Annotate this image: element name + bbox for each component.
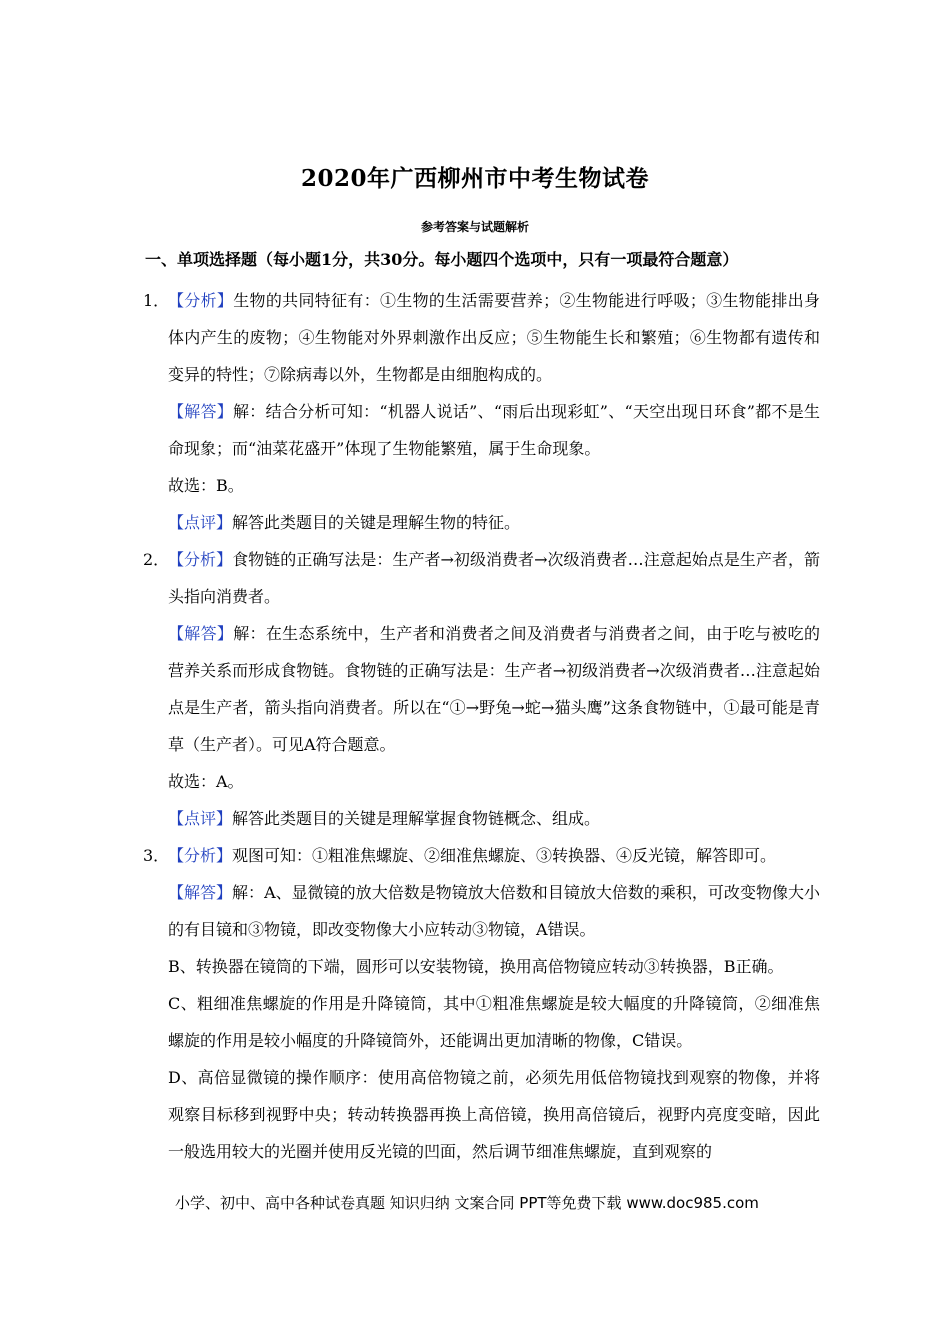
choice-line: 故选：A。: [168, 772, 244, 791]
answer-text: 解：A、显微镜的放大倍数是物镜放大倍数和目镜放大倍数的乘积，可改变物像大小的有目镜和③物镜，即改变物像大小应转动③物镜，A错误。: [168, 883, 820, 939]
answer-paragraph: [130, 393, 820, 467]
answer-tag: 【解答】: [168, 624, 234, 643]
question-number: 1．: [143, 291, 170, 310]
comment-text: 解答此类题目的关键是理解掌握食物链概念、组成。: [232, 809, 601, 828]
question-number: 3．: [143, 846, 170, 865]
comment-text: 解答此类题目的关键是理解生物的特征。: [232, 513, 521, 532]
answer-paragraph: [130, 874, 820, 948]
answer-text: 解：结合分析可知：“机器人说话”、“雨后出现彩虹”、“天空出现日环食”都不是生命现象；而“油菜花盛开”体现了生物能繁殖，属于生命现象。: [168, 402, 820, 458]
page-title: 2020年广西柳州市中考生物试卷: [300, 165, 649, 192]
option-d-paragraph: D、高倍显微镜的操作顺序：使用高倍物镜之前，必须先用低倍物镜找到观察的物像，并将观察目标移到视野中央；转动转换器再换上高倍镜，换用高倍镜后，视野内亮度变暗，因此一般选用较大的光圈并使用反光镜的凹面，然后调节细准焦螺旋，直到观察的: [168, 1068, 820, 1161]
question-2: [130, 541, 820, 837]
page-subtitle: 参考答案与试题解析: [420, 220, 529, 234]
question-3: [130, 837, 820, 1170]
comment-paragraph: [130, 504, 820, 541]
answer-paragraph: [130, 615, 820, 763]
answer-text: 解：在生态系统中，生产者和消费者之间及消费者与消费者之间，由于吃与被吃的营养关系而形成食物链。食物链的正确写法是：生产者→初级消费者→次级消费者…注意起始点是生产者，箭头指向消费者。所以在“①→野兔→蛇→猫头鹰”这条食物链中，①最可能是青草（生产者）。可见A符合题意。: [168, 624, 820, 754]
answer-tag: 【解答】: [168, 883, 233, 902]
analysis-text: 食物链的正确写法是：生产者→初级消费者→次级消费者…注意起始点是生产者，箭头指向消费者。: [168, 550, 820, 606]
question-number: 2．: [143, 550, 170, 569]
analysis-tag: 【分析】: [168, 291, 234, 310]
option-b-paragraph: B、转换器在镜筒的下端，圆形可以安装物镜，换用高倍物镜应转动③转换器，B正确。: [168, 957, 784, 976]
analysis-paragraph: [130, 837, 820, 874]
answer-tag: 【解答】: [168, 402, 234, 421]
analysis-text: 生物的共同特征有：①生物的生活需要营养；②生物能进行呼吸；③生物能排出身体内产生的废物；④生物能对外界刺激作出反应；⑤生物能生长和繁殖；⑥生物都有遗传和变异的特性；⑦除病毒以外，生物都是由细胞构成的。: [168, 291, 820, 384]
analysis-paragraph: [130, 282, 820, 393]
analysis-text: 观图可知：①粗准焦螺旋、②细准焦螺旋、③转换器、④反光镜，解答即可。: [232, 846, 777, 865]
comment-paragraph: [130, 800, 820, 837]
comment-tag: 【点评】: [168, 809, 233, 828]
section-heading: 一、单项选择题（每小题1分，共30分。每小题四个选项中，只有一项最符合题意）: [145, 250, 739, 269]
option-c-paragraph: C、粗细准焦螺旋的作用是升降镜筒，其中①粗准焦螺旋是较大幅度的升降镜筒，②细准焦螺旋的作用是较小幅度的升降镜筒外，还能调出更加清晰的物像，C错误。: [168, 994, 820, 1050]
analysis-paragraph: [130, 541, 820, 615]
comment-tag: 【点评】: [168, 513, 233, 532]
choice-line: 故选：B。: [168, 476, 244, 495]
answer-body: [130, 282, 820, 1170]
analysis-tag: 【分析】: [168, 550, 233, 569]
analysis-tag: 【分析】: [168, 846, 233, 865]
question-1: [130, 282, 820, 541]
footer-banner: 小学、初中、高中各种试卷真题 知识归纳 文案合同 PPT等免费下载 www.doc985.com: [175, 1194, 759, 1212]
